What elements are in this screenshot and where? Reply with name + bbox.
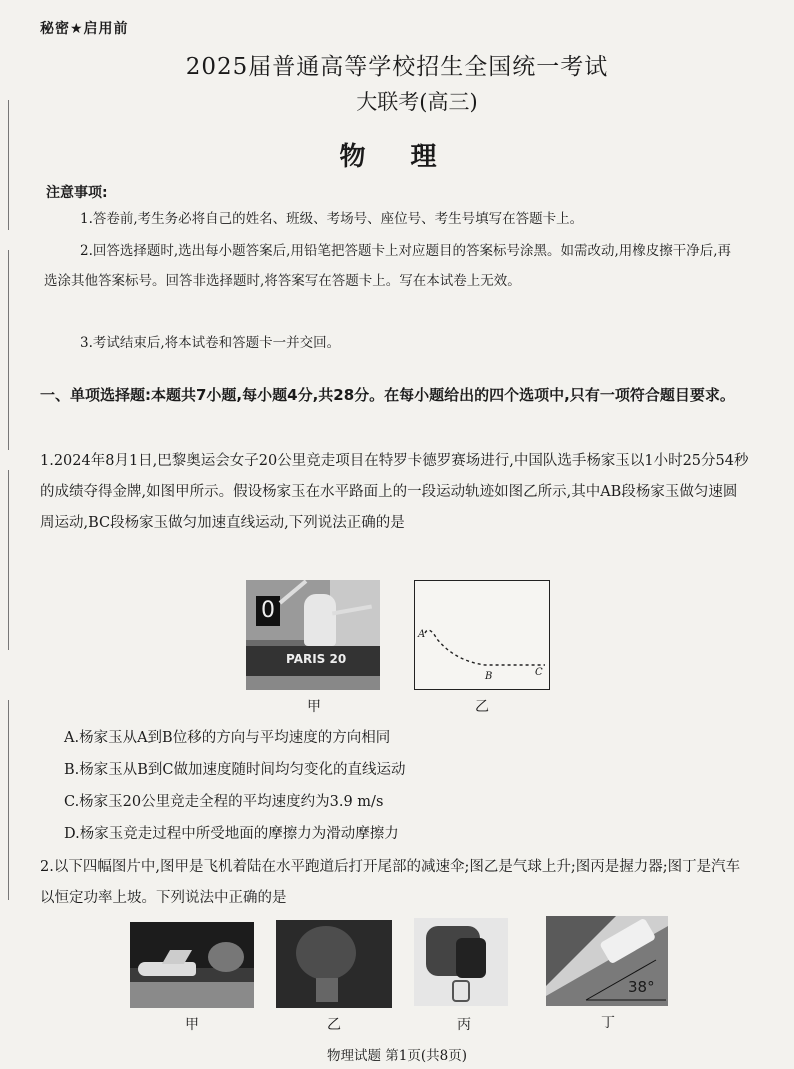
trajectory-svg — [415, 581, 549, 689]
q1-figure-a-caption: 甲 — [307, 699, 321, 715]
point-b-label: B — [485, 671, 493, 682]
grip-spring — [452, 980, 470, 1002]
binding-margin-line — [8, 470, 9, 650]
notice-heading: 注意事项: — [46, 185, 108, 201]
binding-margin-line — [8, 250, 9, 450]
binding-margin-line — [8, 700, 9, 900]
q2-caption-c: 丙 — [457, 1017, 471, 1033]
notice-item-3: 3.考试结束后,将本试卷和答题卡一并交回。 — [80, 335, 341, 351]
q2-caption-b: 乙 — [327, 1017, 341, 1033]
point-c-label: C — [535, 667, 543, 678]
plane-shape — [138, 962, 196, 976]
q2-caption-a: 甲 — [185, 1017, 199, 1033]
q1-figure-b-caption: 乙 — [475, 699, 489, 715]
q1-option-d: D.杨家玉竞走过程中所受地面的摩擦力为滑动摩擦力 — [64, 826, 399, 842]
slope-angle-label: 38° — [628, 978, 655, 996]
notice-item-1: 1.答卷前,考生务必将自己的姓名、班级、考场号、座位号、考生号填写在答题卡上。 — [80, 211, 584, 227]
q2-figure-d-car-photo — [546, 916, 668, 1006]
notice-item-2: 2.回答选择题时,选出每小题答案后,用铅笔把答题卡上对应题目的答案标号涂黑。如需改动,用橡皮擦干净后,再选涂其他答案标号。回答非选择题时,将答案写在答题卡上。写在本试卷上无效。 — [44, 243, 732, 289]
q2-figure-c-grip-photo — [414, 918, 508, 1006]
confidential-label: 秘密★启用前 — [40, 21, 129, 37]
q1-option-a: A.杨家玉从A到B位移的方向与平均速度的方向相同 — [64, 730, 391, 746]
question-2-stem: 2.以下四幅图片中,图甲是飞机着陆在水平跑道后打开尾部的减速伞;图乙是气球上升;图丙是握力器;图丁是汽车以恒定功率上坡。下列说法中正确的是 — [40, 859, 741, 906]
balloon-shape — [296, 926, 356, 980]
drag-chute — [208, 942, 244, 972]
exam-subtitle: 大联考(高三) — [356, 90, 478, 114]
subject-title: 物 理 — [339, 142, 455, 172]
q2-figure-a-plane-photo — [130, 922, 254, 1008]
q1-option-b: B.杨家玉从B到C做加速度随时间均匀变化的直线运动 — [64, 762, 406, 778]
q1-figure-a-photo — [246, 580, 380, 690]
trajectory-path — [425, 630, 545, 665]
page-footer: 物理试题 第1页(共8页) — [326, 1048, 467, 1064]
q2-caption-d: 丁 — [601, 1015, 615, 1031]
question-1-stem: 1.2024年8月1日,巴黎奥运会女子20公里竞走项目在特罗卡德罗赛场进行,中国队选手杨家玉以1小时25分54秒的成绩夺得金牌,如图甲所示。假设杨家玉在水平路面上的一段运动轨迹如图乙所示,其中AB段杨家玉做匀速圆周运动,BC段杨家玉做匀加速直线运动,下列说法正确的是 — [40, 453, 749, 531]
section-heading — [40, 380, 760, 410]
q1-option-c: C.杨家玉20公里竞走全程的平均速度约为3.9 m/s — [64, 794, 384, 810]
athlete-figure — [304, 594, 336, 646]
q1-figure-b-diagram — [414, 580, 550, 690]
point-a-label: A — [418, 629, 426, 640]
exam-title: 2025届普通高等学校招生全国统一考试 — [185, 54, 609, 80]
scoreboard: 0 — [256, 596, 280, 626]
section-heading-text: 一、单项选择题:本题共7小题,每小题4分,共28分。在每小题给出的四个选项中,只有一项符合题目要求。 — [40, 386, 735, 404]
q2-figure-b-balloon-photo — [276, 920, 392, 1008]
paris-banner: PARIS 20 — [286, 652, 347, 666]
